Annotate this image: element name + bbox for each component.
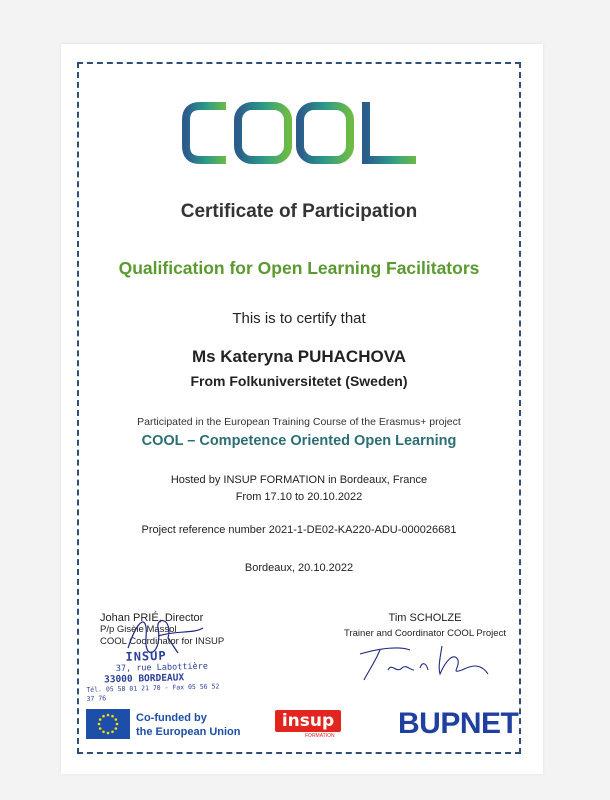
logo-text: COOL [178,98,181,99]
insup-logo-text: insup [281,711,335,731]
course-subtitle: Qualification for Open Learning Facilitators [118,258,480,278]
certify-line: This is to certify that [232,310,366,327]
insup-logo [275,710,343,740]
stamp-line3: 33000 BORDEAUX [103,672,185,686]
certificate-title: Certificate of Participation [180,201,418,222]
stamp-line4: Tél. 05 58 01 21 70 - Fax 05 56 52 37 76 [86,682,220,703]
signatory-right-name: Tim SCHOLZE [388,612,462,624]
participation-line: Participated in the European Training Course of the Erasmus+ project [137,416,461,428]
hosted-line: Hosted by INSUP FORMATION in Bordeaux, France [170,474,428,486]
cool-logo [178,98,420,168]
signatory-left-name: Johan PRIÉ, Director [100,612,204,624]
eu-text [136,711,246,739]
signatory-right-role: Trainer and Coordinator COOL Project [344,628,506,639]
bupnet-logo [398,707,518,741]
bupnet-p: P [440,707,460,740]
recipient-organisation: From Folkuniversitetet (Sweden) [190,373,408,389]
bupnet-suffix: NET [459,707,519,740]
insup-stamp [85,648,226,704]
stamp-line1: INSUP [125,648,167,664]
eu-line1: Co-funded by [136,712,207,724]
stamp-line2: 37, rue Labottière [115,661,209,675]
recipient-name: Ms Kateryna PUHACHOVA [191,347,407,366]
project-name: COOL – Competence Oriented Open Learning [141,433,457,449]
eu-flag-icon [86,709,130,739]
signatory-right [330,612,520,639]
dates-line: From 17.10 to 20.10.2022 [235,491,363,503]
reference-line: Project reference number 2021-1-DE02-KA220-ADU-000026681 [141,524,457,536]
insup-logo-sub: FORMATION [305,733,335,739]
place-date: Bordeaux, 20.10.2022 [244,562,354,574]
signature-right [350,640,500,685]
signatory-left-role: COOL Coordinator for INSUP [100,636,225,647]
eu-line2: the European Union [136,726,241,738]
bupnet-prefix: BU [398,707,441,740]
signatory-left-pp: P/p Gisèle Massol [100,624,177,635]
